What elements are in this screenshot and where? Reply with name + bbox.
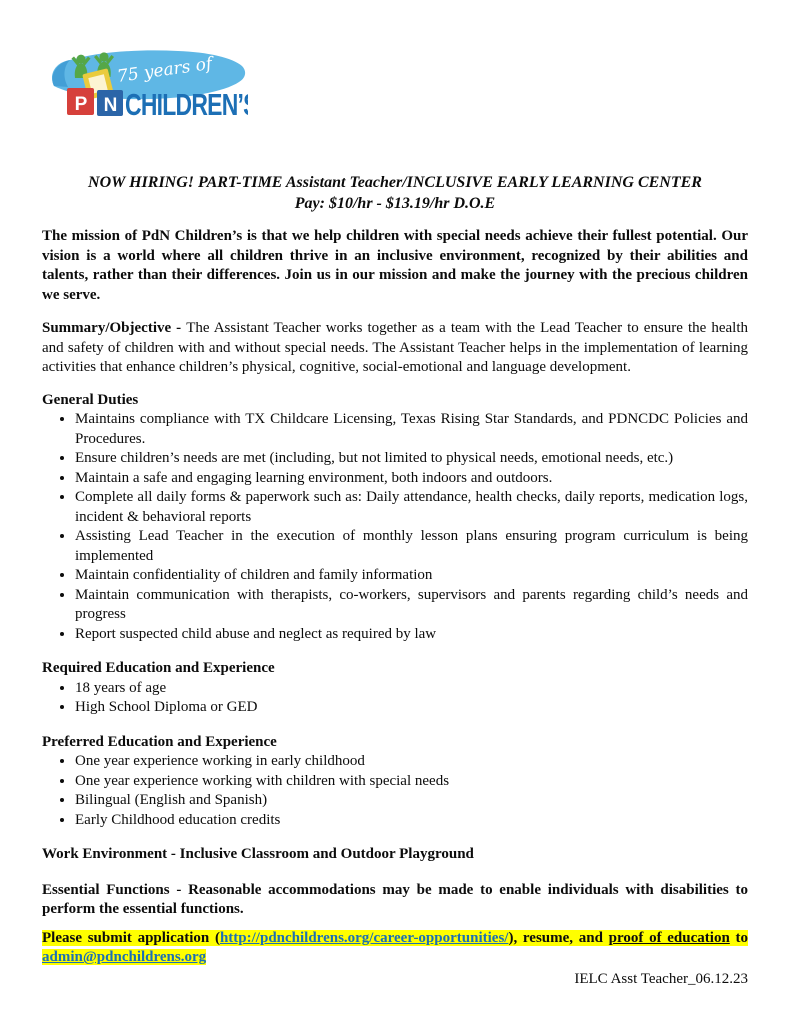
application-middle: ), resume, and (508, 929, 609, 946)
title-block (42, 172, 748, 214)
list-item: • Maintain confidentiality of children and family information (75, 566, 748, 586)
list-item: • Maintain communication with therapists, co-workers, supervisors and parents regarding child’s needs and progress (75, 586, 748, 625)
mission-paragraph: The mission of PdN Children’s is that we help children with special needs achieve their fullest potential. Our vision is a world where all children thrive in an inclusive environment, recognized by their abilities and talents, rather than their differences. Join us in our mission and make the journey with the precious children we serve. (42, 228, 748, 303)
required-education-list (42, 679, 748, 718)
company-logo (48, 48, 248, 126)
block-letter-p: P (74, 94, 88, 115)
application-to-text: to (729, 929, 749, 946)
section-heading-required-education: Required Education and Experience (42, 660, 275, 676)
section-heading-preferred-education: Preferred Education and Experience (42, 733, 277, 750)
page-title: NOW HIRING! PART-TIME Assistant Teacher/INCLUSIVE EARLY LEARNING CENTER (88, 174, 702, 191)
summary-label: Summary/Objective - (42, 320, 187, 336)
career-opportunities-link[interactable]: http://pdnchildrens.org/career-opportunities/ (219, 929, 509, 946)
email-link[interactable]: admin@pdnchildrens.org (42, 949, 207, 965)
list-item: • One year experience working with children with special needs (75, 772, 748, 792)
list-item: • High School Diploma or GED (75, 698, 748, 718)
list-item: • One year experience working in early childhood (75, 752, 748, 772)
essential-functions-paragraph: Essential Functions - Reasonable accommodations may be made to enable individuals with disabilities to perform the essential functions. (42, 881, 748, 917)
section-heading-general-duties: General Duties (42, 391, 139, 408)
brand-wordmark: CHILDREN’S (125, 86, 248, 122)
application-note (42, 929, 748, 968)
preferred-education-list (42, 752, 748, 830)
list-item: • Assisting Lead Teacher in the execution of monthly lesson plans ensuring program curriculum is being implemented (75, 527, 748, 566)
application-prefix: Please submit application ( (42, 929, 220, 946)
summary-paragraph (42, 319, 748, 378)
list-item: • Bilingual (English and Spanish) (75, 791, 748, 811)
proof-of-education-text: proof of education (608, 929, 730, 946)
work-environment-line: Work Environment - Inclusive Classroom and Outdoor Playground (42, 846, 474, 862)
list-item: • Complete all daily forms & paperwork such as: Daily attendance, health checks, daily reports, medication logs, incident & behavioral reports (75, 488, 748, 527)
list-item: • Ensure children’s needs are met (including, but not limited to physical needs, emotional needs, etc.) (75, 449, 748, 469)
block-letter-n: N (103, 95, 118, 116)
application-highlight (42, 930, 748, 966)
logo-graphic (48, 48, 248, 126)
list-item: • Maintains compliance with TX Childcare Licensing, Texas Rising Star Standards, and PDNCDC Policies and Procedures. (75, 410, 748, 449)
doc-reference: IELC Asst Teacher_06.12.23 (574, 970, 748, 987)
pay-line: Pay: $10/hr - $13.19/hr D.O.E (294, 195, 496, 212)
general-duties-list (42, 410, 748, 644)
list-item: • Early Childhood education credits (75, 811, 748, 831)
list-item: • Maintain a safe and engaging learning environment, both indoors and outdoors. (75, 469, 748, 489)
list-item: • 18 years of age (75, 679, 748, 699)
list-item: • Report suspected child abuse and neglect as required by law (75, 625, 748, 645)
ribbon-anniversary-text: 75 years of (115, 53, 214, 87)
summary-text: The Assistant Teacher works together as a team with the Lead Teacher to ensure the health and safety of children with and without special needs. The Assistant Teacher helps in the implementation of learning activities that enhance children’s physical, cognitive, social-emotional and language development. (42, 320, 748, 375)
